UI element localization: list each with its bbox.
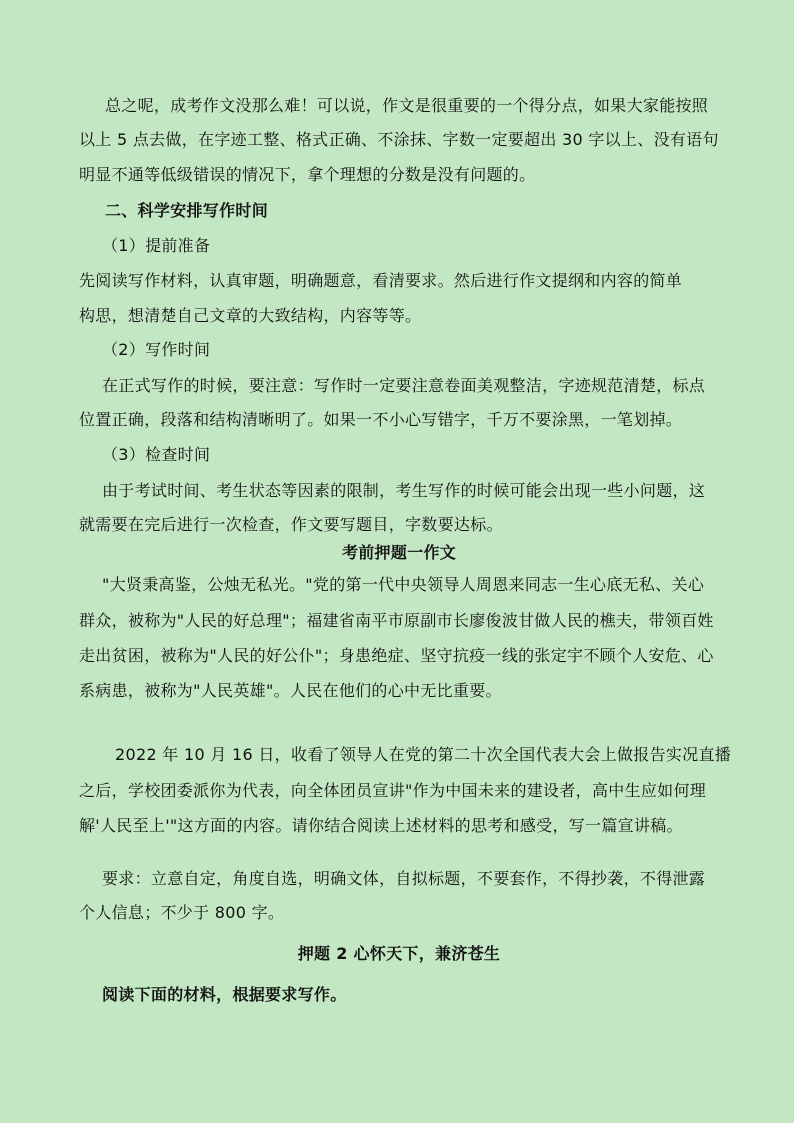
paragraph-line: 解'人民至上'"这方面的内容。请你结合阅读上述材料的思考和感受，写一篇宣讲稿。	[79, 816, 683, 835]
subheading: （3）检查时间	[102, 445, 211, 464]
section-title: 考前押题一作文	[341, 543, 457, 562]
paragraph-line: 位置正确，段落和结构清晰明了。如果一不小心写错字，千万不要涂黑，一笔划掉。	[79, 410, 683, 429]
paragraph-line: 就需要在完后进行一次检查，作文要写题目，字数要达标。	[79, 515, 503, 534]
section-heading: 二、科学安排写作时间	[105, 201, 269, 220]
paragraph-line: 2022 年 10 月 16 日，收看了领导人在党的第二十次全国代表大会上做报告实况直播	[115, 745, 732, 764]
paragraph-line: 走出贫困，被称为"人民的好公仆"；身患绝症、坚守抗疫一线的张定宇不顾个人安危、心	[79, 646, 714, 665]
subheading: （1）提前准备	[102, 236, 211, 255]
paragraph-line: 个人信息；不少于 800 字。	[79, 903, 285, 922]
paragraph-line: 以上 5 点去做，在字迹工整、格式正确、不涂抹、字数一定要超出 30 字以上、没有语句	[79, 130, 719, 149]
paragraph-line: 总之呢，成考作文没那么难！可以说，作文是很重要的一个得分点，如果大家能按照	[105, 96, 709, 115]
paragraph-line: 明显不通等低级错误的情况下，拿个理想的分数是没有问题的。	[79, 165, 536, 184]
paragraph-line: 之后，学校团委派你为代表，向全体团员宣讲"作为中国未来的建设者，高中生应如何理	[79, 781, 707, 800]
paragraph-line: 要求：立意自定，角度自选，明确文体，自拟标题，不要套作，不得抄袭，不得泄露	[102, 869, 706, 888]
subheading: （2）写作时间	[102, 340, 211, 359]
instruction-text: 阅读下面的材料，根据要求写作。	[102, 985, 347, 1004]
paragraph-line: 系病患，被称为"人民英雄"。人民在他们的心中无比重要。	[79, 681, 502, 700]
paragraph-line: 在正式写作的时候，要注意：写作时一定要注意卷面美观整洁，字迹规范清楚，标点	[102, 376, 706, 395]
paragraph-line: 先阅读写作材料，认真审题，明确题意，看清要求。然后进行作文提纲和内容的简单	[79, 271, 683, 290]
paragraph-line: 由于考试时间、考生状态等因素的限制，考生写作的时候可能会出现一些小问题，这	[102, 481, 706, 500]
section-title: 押题 2 心怀天下，兼济苍生	[297, 944, 501, 963]
paragraph-line: 构思，想清楚自己文章的大致结构，内容等等。	[79, 306, 422, 325]
paragraph-line: 群众，被称为"人民的好总理"；福建省南平市原副市长廖俊波甘做人民的樵夫，带领百姓	[79, 611, 714, 630]
paragraph-line: "大贤秉高鉴，公烛无私光。"党的第一代中央领导人周恩来同志一生心底无私、关心	[102, 575, 705, 594]
